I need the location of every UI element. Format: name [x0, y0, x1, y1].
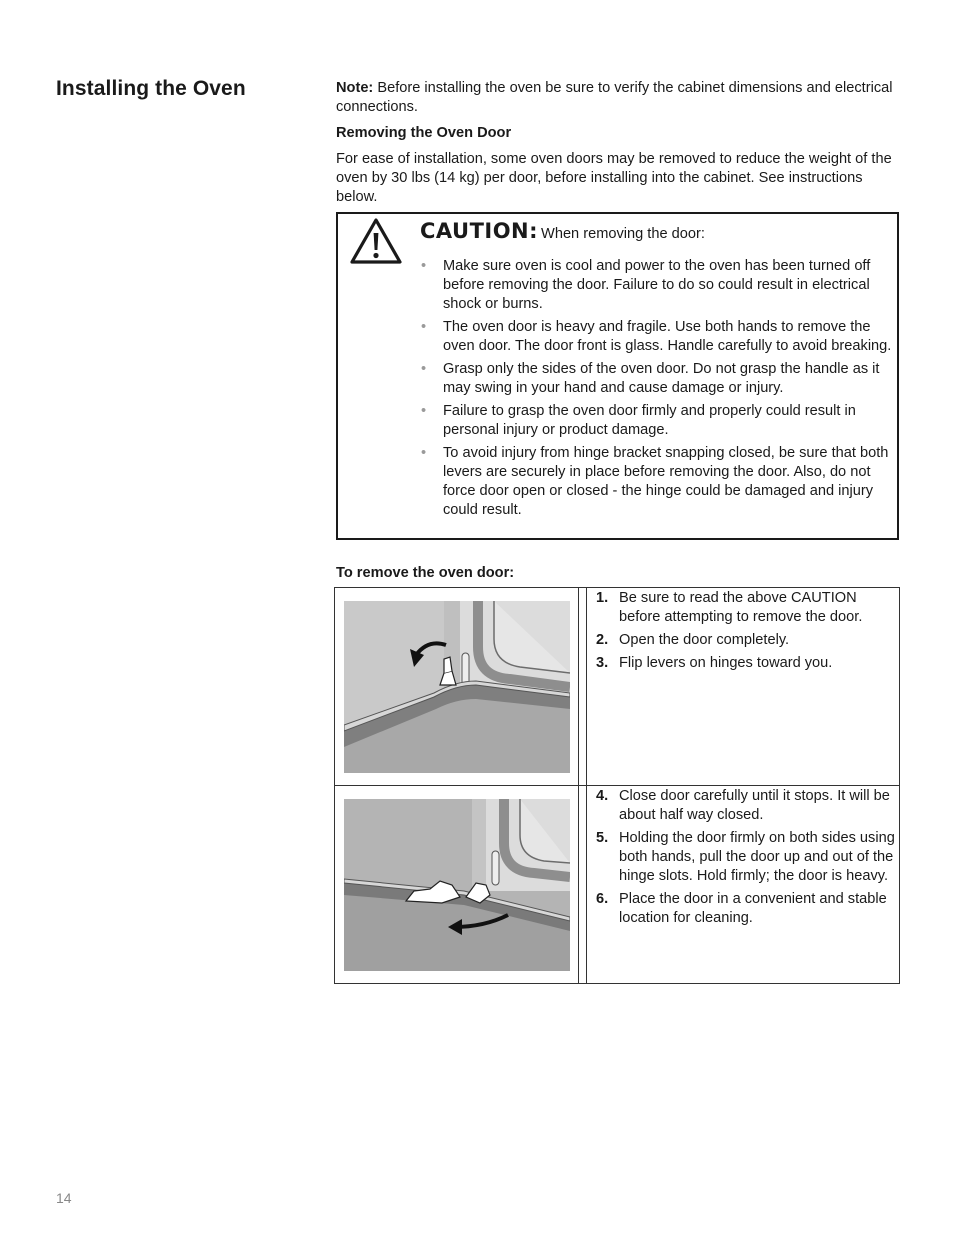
caution-item: • Grasp only the sides of the oven door. Do not grasp the handle as it may swing in your hand and cause damage or injury. [418, 360, 898, 398]
caution-list [418, 257, 898, 524]
note-label: Note: [336, 80, 374, 96]
step-number: 3. [596, 655, 609, 671]
step-text: Close door carefully until it stops. It will be about half way closed. [619, 788, 890, 823]
steps-table [334, 587, 900, 984]
step-number: 4. [596, 788, 609, 804]
step-text: Holding the door firmly on both sides using both hands, pull the door up and out of the hinge slots. Hold firmly; the door is heavy. [619, 830, 895, 884]
hinge-lever-illustration [344, 601, 570, 773]
step-text: Place the door in a convenient and stable location for cleaning. [619, 891, 887, 926]
note-text: Before installing the oven be sure to verify the cabinet dimensions and electrical connections. [336, 80, 893, 115]
step-number: 5. [596, 830, 609, 846]
step-row [335, 588, 900, 786]
caution-heading [420, 219, 705, 243]
step-text: Be sure to read the above CAUTION before attempting to remove the door. [619, 590, 863, 625]
caution-item: • Make sure oven is cool and power to the oven has been turned off before removing the door. Failure to do so could result in electrical shock or burns. [418, 257, 898, 314]
step-item [596, 589, 899, 627]
step-item [596, 890, 899, 928]
step-text: Open the door completely. [619, 632, 790, 648]
main-content [336, 79, 899, 540]
step-number: 2. [596, 632, 609, 648]
caution-box [336, 212, 899, 540]
removing-door-heading: Removing the Oven Door [336, 125, 512, 141]
caution-word: CAUTION: [420, 219, 539, 243]
door-removal-illustration [344, 799, 570, 971]
step-number: 6. [596, 891, 609, 907]
caution-intro: When removing the door: [541, 226, 705, 242]
step-item [596, 654, 899, 673]
section-title: Installing the Oven [56, 77, 246, 100]
step-row [335, 786, 900, 984]
step-number: 1. [596, 590, 609, 606]
step-text: Flip levers on hinges toward you. [619, 655, 833, 671]
spacer-cell [579, 786, 587, 984]
step-item [596, 631, 899, 650]
step-item [596, 829, 899, 886]
caution-item: • To avoid injury from hinge bracket snapping closed, be sure that both levers are securely in place before removing the door. Also, do not force door open or closed - the hinge could be damaged and injury could result. [418, 444, 898, 520]
steps-cell [587, 588, 900, 786]
spacer-cell [579, 588, 587, 786]
steps-list [587, 786, 899, 928]
steps-cell [587, 786, 900, 984]
note-paragraph [336, 79, 899, 117]
steps-title: To remove the oven door: [336, 565, 515, 581]
step-item [596, 787, 899, 825]
caution-item: • Failure to grasp the oven door firmly and properly could result in personal injury or product damage. [418, 402, 898, 440]
warning-triangle-icon [349, 217, 403, 265]
illustration-cell [335, 786, 579, 984]
steps-list [587, 588, 899, 673]
removing-door-body: For ease of installation, some oven doors may be removed to reduce the weight of the oven by 30 lbs (14 kg) per door, before installing into the cabinet. See instructions below. [336, 151, 892, 205]
caution-item: • The oven door is heavy and fragile. Use both hands to remove the oven door. The door front is glass. Handle carefully to avoid breaking. [418, 318, 898, 356]
illustration-cell [335, 588, 579, 786]
page-number: 14 [56, 1190, 72, 1206]
